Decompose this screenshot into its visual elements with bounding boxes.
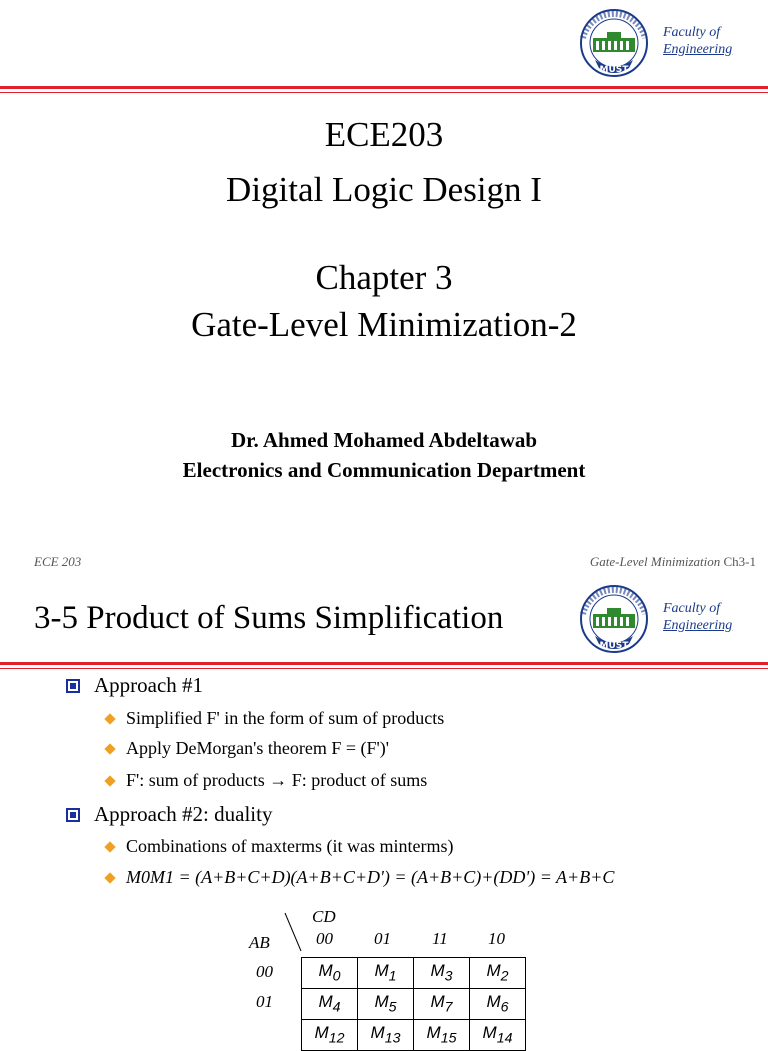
approach-2-label: Approach #2: duality [94,802,273,826]
course-title: Digital Logic Design I [226,170,542,209]
kmap-col-label: 11 [432,929,448,948]
header-divider-thin [0,92,768,93]
university-logo [569,584,659,654]
kmap-cell: $M_1$ [358,958,414,989]
a1-item-text: Apply DeMorgan's theorem F = (F')' [126,738,390,758]
a2-item-text: M0M1 = (A+B+C+D)(A+B+C+D') = (A+B+C)+(DD') = A+B+C [126,867,615,887]
footer-right [590,554,756,570]
footer-left: ECE 203 [34,554,82,569]
approach-2 [66,802,272,827]
kmap-row-label: 00 [256,962,273,981]
footer-page: Ch3-1 [720,554,756,569]
slide-title: 3-5 Product of Sums Simplification [34,600,504,636]
a2-item [106,867,614,888]
kmap-cell: $M_{12}$ [302,1020,358,1051]
kmap-cell: $M_3$ [414,958,470,989]
kmap-col-label: 00 [316,929,333,948]
header-divider-thin [0,668,768,669]
kmap-cell: $M_7$ [414,989,470,1020]
diamond-bullet-icon [104,713,115,724]
faculty-line1: Faculty of [663,25,721,40]
diamond-bullet-icon [104,775,115,786]
kmap-cell: $M_{15}$ [414,1020,470,1051]
faculty-label [663,600,732,634]
kmap-cell: $M_0$ [302,958,358,989]
diamond-bullet-icon [104,841,115,852]
slide-2 [0,576,768,1047]
approach-1 [66,673,203,698]
a2-item [106,836,453,857]
kmap-col-label: 01 [374,929,391,948]
approach-1-label: Approach #1 [94,673,204,697]
kmap-row-label: 01 [256,992,273,1011]
logo-text: MUST [599,65,629,75]
a1-item-text: Simplified F' in the form of sum of products [126,708,445,728]
kmap-cell: $M_6$ [470,989,526,1020]
logo-text: MUST [599,641,629,651]
kmap-cell: $M_{14}$ [470,1020,526,1051]
square-bullet-icon [66,808,80,822]
a1-item [106,738,389,759]
university-logo [569,8,659,78]
kmap-row-var: AB [249,933,270,952]
a2-item-text: Combinations of maxterms (it was minterms) [126,836,454,856]
header-divider [0,662,768,665]
author-name: Dr. Ahmed Mohamed Abdeltawab [230,428,538,452]
header-divider [0,86,768,89]
kmap-grid [301,957,526,1051]
department-name: Electronics and Communication Department [182,458,586,482]
kmap-cell: $M_2$ [470,958,526,989]
kmap-cell: $M_{13}$ [358,1020,414,1051]
kmap-col-label: 10 [488,929,505,948]
kmap-diagonal [283,911,303,953]
kmap-row [302,958,526,989]
square-bullet-icon [66,679,80,693]
faculty-line2: Engineering [663,618,733,633]
footer-topic: Gate-Level Minimization [589,554,721,569]
diamond-bullet-icon [104,872,115,883]
kmap-cell: $M_5$ [358,989,414,1020]
faculty-line2: Engineering [663,42,733,57]
chapter-number: Chapter 3 [315,258,453,297]
a1-item [106,770,427,791]
kmap-row [302,1020,526,1051]
chapter-title: Gate-Level Minimization-2 [191,305,577,344]
a1-item [106,708,444,729]
faculty-line1: Faculty of [663,601,721,616]
a1-item-text: F': sum of products → F: product of sums [126,770,428,790]
kmap-cell: $M_4$ [302,989,358,1020]
faculty-label [663,24,732,58]
kmap-row [302,989,526,1020]
kmap-col-var: CD [312,907,336,926]
diamond-bullet-icon [104,743,115,754]
course-code: ECE203 [324,115,444,154]
